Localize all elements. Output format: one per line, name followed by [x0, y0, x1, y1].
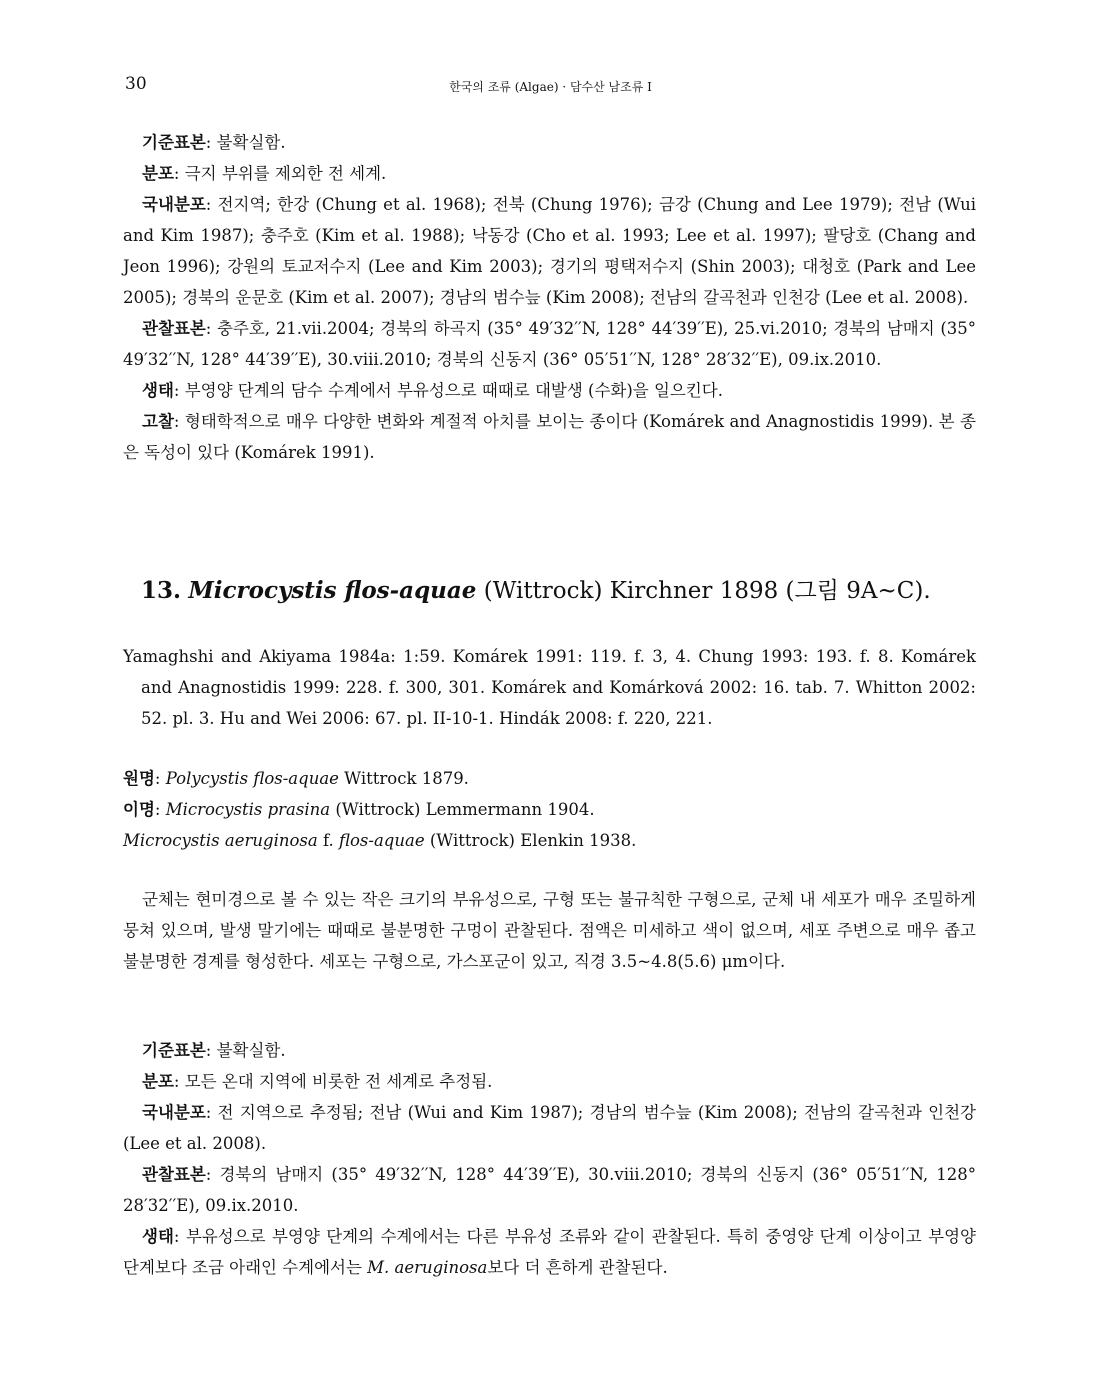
- species-heading: [141, 574, 931, 608]
- distribution-entry: 분포: 극지 부위를 제외한 전 세계.: [142, 164, 387, 183]
- observed-specimens-entry: 관찰표본: 경북의 남매지 (35° 49′32′′N, 128° 44′39′′E), 30.viii.2010; 경북의 신동지 (36° 05′51′′N, 128° 28′32′′E), 09.ix.2010.: [123, 1165, 976, 1215]
- remarks-entry: 고찰: 형태학적으로 매우 다양한 변화와 계절적 아치를 보이는 종이다 (Komárek and Anagnostidis 1999). 본 종은 독성이 있다 (Komárek 1991).: [123, 412, 976, 462]
- species-name: Microcystis flos-aquae: [188, 577, 477, 604]
- observed-specimens-label: 관찰표본: [142, 1165, 206, 1184]
- basionym-label: 원명: [123, 769, 155, 788]
- ecology-label: 생태: [142, 1227, 174, 1246]
- previous-species-details: [123, 127, 976, 468]
- synonymy: [123, 763, 976, 856]
- description-block: [123, 884, 976, 977]
- references-text: Yamaghshi and Akiyama 1984a: 1:59. Komárek 1991: 119. f. 3, 4. Chung 1993: 193. f. 8. Komárek and Anagnostidis 1999: 228. f. 300, 301. Komárek and Komárková 2002: 16. tab. 7. Whitton 2002: 52. pl. 3. Hu and Wei 2006: 67. pl. II-10-1. Hindák 2008: f. 220, 221.: [123, 647, 976, 728]
- remarks-label: 고찰: [142, 412, 174, 431]
- running-title: 한국의 조류 (Algae) · 담수산 남조류 I: [449, 80, 652, 94]
- korean-distribution-label: 국내분포: [142, 1103, 206, 1122]
- distribution-label: 분포: [142, 164, 174, 183]
- distribution-entry: 분포: 모든 온대 지역에 비롯한 전 세계로 추정됨.: [142, 1072, 493, 1091]
- synonym-entry: 이명: Microcystis prasina (Wittrock) Lemmermann 1904.: [123, 800, 595, 819]
- observed-specimens-label: 관찰표본: [142, 319, 206, 338]
- observed-specimens-entry: 관찰표본: 충주호, 21.vii.2004; 경북의 하곡지 (35° 49′32′′N, 128° 44′39′′E), 25.vi.2010; 경북의 남매지 (35° 49′32′′N, 128° 44′39′′E), 30.viii.2010; 경북의 신동지 (36° 05′51′′N, 128° 28′32′′E), 09.ix.2010.: [123, 319, 976, 369]
- synonym-label: 이명: [123, 800, 155, 819]
- basionym-entry: 원명: Polycystis flos-aquae Wittrock 1879.: [123, 769, 469, 788]
- page-number: 30: [125, 74, 147, 94]
- ecology-entry: 생태: 부유성으로 부영양 단계의 수계에서는 다른 부유성 조류와 같이 관찰된다. 특히 중영양 단계 이상이고 부영양 단계보다 조금 아래인 수계에서는 M. aeruginosa보다 더 흔하게 관찰된다.: [123, 1227, 976, 1277]
- species-authority: (Wittrock) Kirchner 1898 (그림 9A~C).: [476, 578, 931, 604]
- species-number: 13.: [141, 577, 182, 604]
- korean-distribution-entry: 국내분포: 전 지역으로 추정됨; 전남 (Wui and Kim 1987); 경남의 범수늪 (Kim 2008); 전남의 갈곡천과 인천강 (Lee et al. 2008).: [123, 1103, 976, 1153]
- reference-list: [123, 641, 976, 734]
- distribution-label: 분포: [142, 1072, 174, 1091]
- ecology-entry: 생태: 부영양 단계의 담수 수계에서 부유성으로 때때로 대발생 (수화)을 일으킨다.: [142, 381, 723, 400]
- type-specimen-entry: 기준표본: 불확실함.: [142, 133, 286, 152]
- korean-distribution-label: 국내분포: [142, 195, 206, 214]
- korean-distribution-entry: 국내분포: 전지역; 한강 (Chung et al. 1968); 전북 (Chung 1976); 금강 (Chung and Lee 1979); 전남 (Wui and Kim 1987); 충주호 (Kim et al. 1988); 낙동강 (Cho et al. 1993; Lee et al. 1997); 팔당호 (Chang and Jeon 1996); 강원의 토교저수지 (Lee and Kim 2003); 경기의 평택저수지 (Shin 2003); 대청호 (Park and Lee 2005); 경북의 운문호 (Kim et al. 2007); 경남의 범수늪 (Kim 2008); 전남의 갈곡천과 인천강 (Lee et al. 2008).: [123, 195, 976, 307]
- synonym-entry-2: Microcystis aeruginosa f. flos-aquae (Wittrock) Elenkin 1938.: [123, 831, 637, 850]
- type-specimen-label: 기준표본: [142, 1041, 206, 1060]
- current-species-details: [123, 1035, 976, 1283]
- description-text: 군체는 현미경으로 볼 수 있는 작은 크기의 부유성으로, 구형 또는 불규칙한 구형으로, 군체 내 세포가 매우 조밀하게 뭉쳐 있으며, 발생 말기에는 때때로 불분명한 구멍이 관찰된다. 점액은 미세하고 색이 없으며, 세포 주변으로 매우 좁고 불분명한 경계를 형성한다. 세포는 구형으로, 가스포군이 있고, 직경 3.5~4.8(5.6) μm이다.: [123, 890, 976, 971]
- ecology-label: 생태: [142, 381, 174, 400]
- type-specimen-label: 기준표본: [142, 133, 206, 152]
- page-header: [125, 74, 976, 98]
- type-specimen-entry: 기준표본: 불확실함.: [142, 1041, 286, 1060]
